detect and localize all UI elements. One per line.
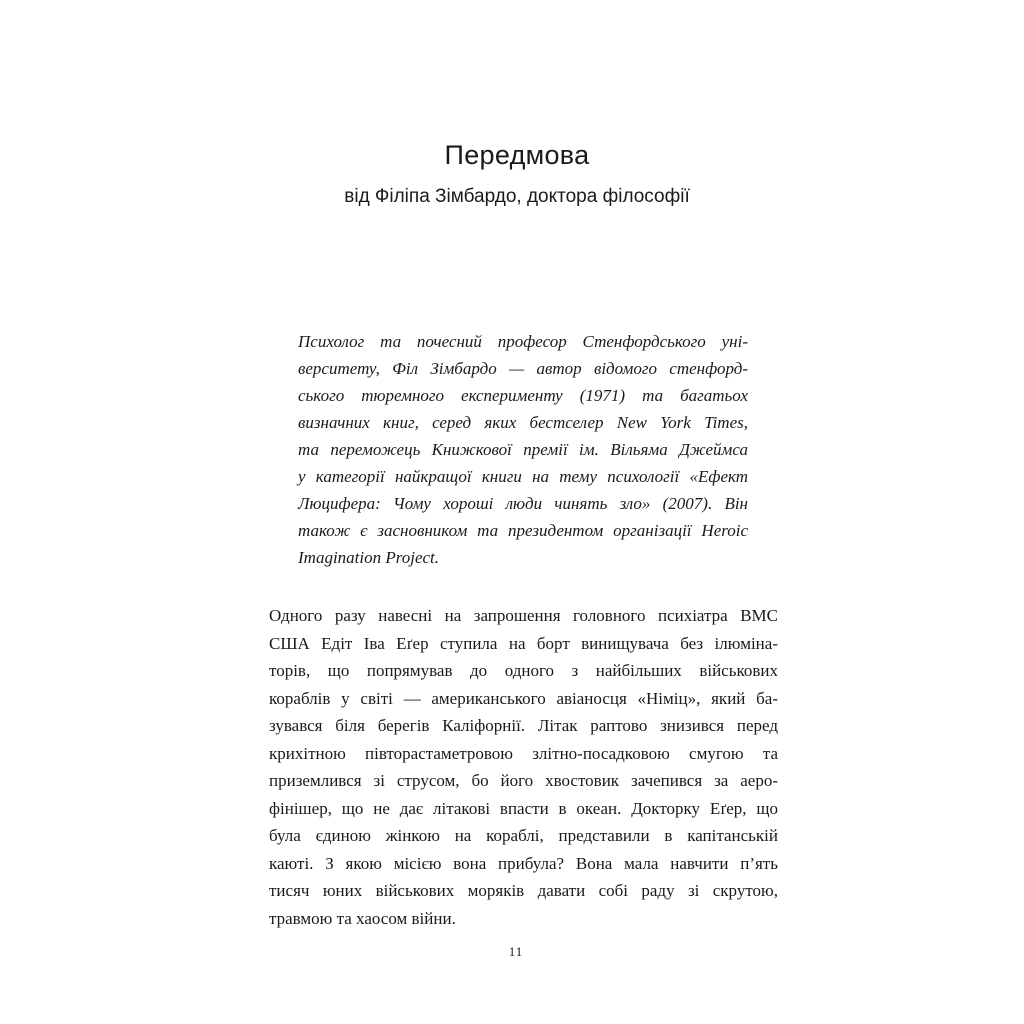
chapter-title: Передмова	[444, 140, 590, 170]
body-line: фінішер, що не дає літакові впасти в океан. Докторку Еґер, що	[269, 798, 778, 818]
body-line: тисяч юних військових моряків давати собі раду зі скрутою,	[269, 881, 778, 900]
page-number: 11	[508, 944, 524, 959]
body-line: США Едіт Іва Еґер ступила на борт винищувача без ілюміна-	[269, 633, 778, 653]
body-line: Одного разу навесні на запрошення головного психіатра ВМС	[269, 606, 778, 625]
body-paragraph	[269, 602, 778, 932]
epigraph-line: ського тюремного експерименту (1971) та багатьох	[298, 386, 748, 405]
epigraph-line: та переможець Книжкової премії ім. Вільяма Джеймса	[298, 440, 748, 459]
body-line: каюті. З якою місією вона прибула? Вона мала навчити п’ять	[269, 853, 778, 873]
chapter-subtitle: від Філіпа Зімбардо, доктора філософії	[344, 186, 690, 207]
body-line: була єдиною жінкою на кораблі, представили в капітанській	[269, 826, 778, 845]
body-line: торів, що попрямував до одного з найбільших військових	[269, 661, 778, 680]
epigraph-line: також є засновником та президентом організації Heroic	[298, 521, 748, 540]
epigraph	[298, 328, 748, 571]
body-line: зувався біля берегів Каліфорнії. Літак раптово знизився перед	[269, 716, 778, 735]
epigraph-line: визначних книг, серед яких бестселер New York Times,	[298, 413, 748, 432]
body-line: крихітною півторастаметровою злітно-посадковою смугою та	[269, 743, 778, 763]
epigraph-line: Люцифера: Чому хороші люди чинять зло» (2007). Він	[298, 494, 748, 513]
epigraph-line: у категорії найкращої книги на тему психології «Ефект	[298, 467, 748, 486]
epigraph-line: Психолог та почесний професор Стенфордського уні-	[298, 332, 748, 351]
epigraph-line: Imagination Project.	[298, 548, 440, 567]
body-line: кораблів у світі — американського авіаносця «Німіц», який ба-	[269, 688, 778, 708]
body-line: травмою та хаосом війни.	[269, 908, 456, 928]
epigraph-line: верситету, Філ Зімбардо — автор відомого стенфорд-	[298, 359, 748, 378]
body-line: приземлився зі струсом, бо його хвостовик зачепився за аеро-	[269, 771, 778, 790]
